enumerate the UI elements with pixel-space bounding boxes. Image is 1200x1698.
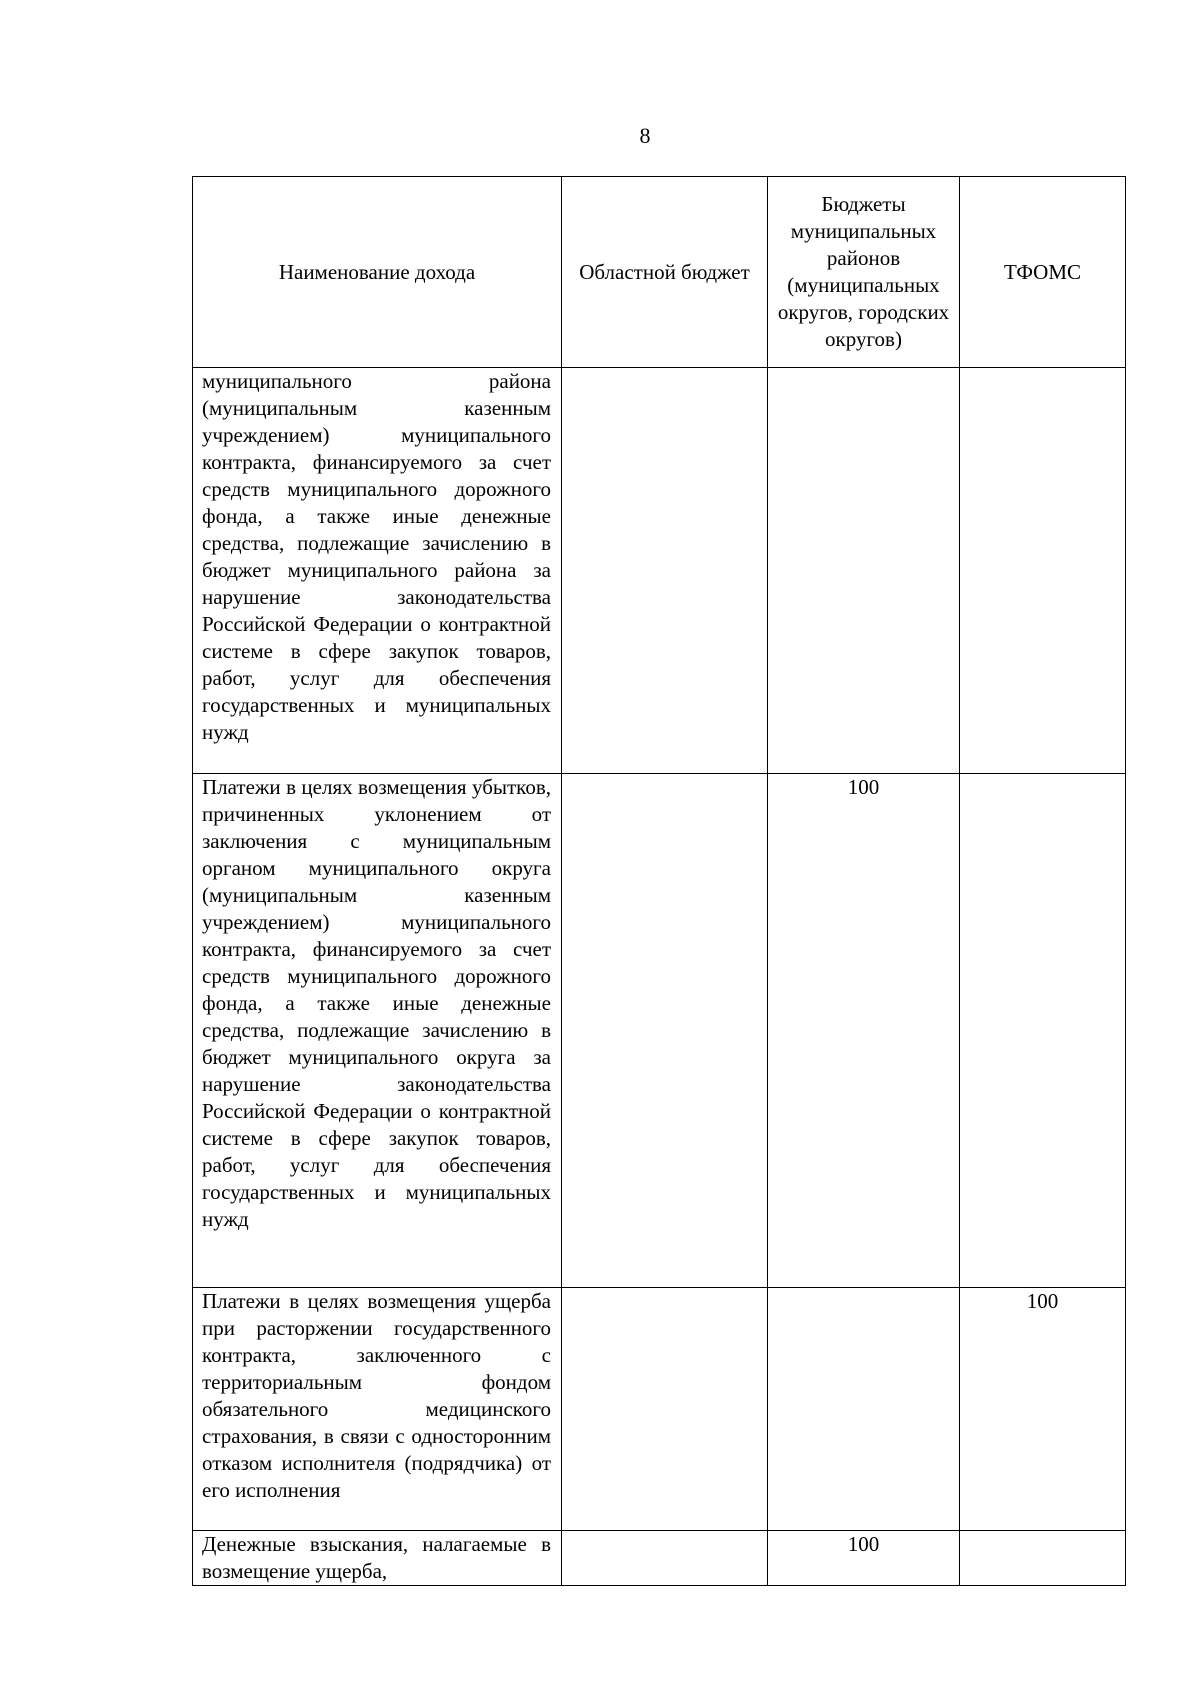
- header-regional-budget: Областной бюджет: [562, 177, 768, 368]
- income-distribution-table: [192, 176, 1126, 1586]
- table-row: [193, 1288, 1126, 1531]
- tfoms-cell: [960, 774, 1126, 1288]
- income-name-cell: Платежи в целях возмещения убытков, причиненных уклонением от заключения с муниципальным органом муниципального округа (муниципальным казенным учреждением) муниципального контракта, финансируемого за счет средств муниципального дорожного фонда, а также иные денежные средства, подлежащие зачислению в бюджет муниципального округа за нарушение законодательства Российской Федерации о контрактной системе в сфере закупок товаров, работ, услуг для обеспечения государственных и муниципальных нужд: [193, 774, 562, 1288]
- table-row: [193, 774, 1126, 1288]
- header-income-name: Наименование дохода: [193, 177, 562, 368]
- municipal-budget-cell: 100: [768, 774, 960, 1288]
- regional-budget-cell: [562, 1288, 768, 1531]
- header-tfoms: ТФОМС: [960, 177, 1126, 368]
- header-municipal-budgets: Бюджеты муниципальных районов (муниципальных округов, городских округов): [768, 177, 960, 368]
- table-row: [193, 368, 1126, 774]
- table-row: [193, 1531, 1126, 1586]
- municipal-budget-cell: 100: [768, 1531, 960, 1586]
- tfoms-cell: [960, 368, 1126, 774]
- municipal-budget-cell: [768, 1288, 960, 1531]
- table-header-row: [193, 177, 1126, 368]
- regional-budget-cell: [562, 774, 768, 1288]
- municipal-budget-cell: [768, 368, 960, 774]
- regional-budget-cell: [562, 368, 768, 774]
- page-number: 8: [639, 123, 651, 148]
- tfoms-cell: [960, 1531, 1126, 1586]
- tfoms-cell: 100: [960, 1288, 1126, 1531]
- income-name-cell: муниципального района (муниципальным казенным учреждением) муниципального контракта, финансируемого за счет средств муниципального дорожного фонда, а также иные денежные средства, подлежащие зачислению в бюджет муниципального района за нарушение законодательства Российской Федерации о контрактной системе в сфере закупок товаров, работ, услуг для обеспечения государственных и муниципальных нужд: [193, 368, 562, 774]
- income-name-cell: Денежные взыскания, налагаемые в возмещение ущерба,: [193, 1531, 562, 1586]
- regional-budget-cell: [562, 1531, 768, 1586]
- income-name-cell: Платежи в целях возмещения ущерба при расторжении государственного контракта, заключенного с территориальным фондом обязательного медицинского страхования, в связи с односторонним отказом исполнителя (подрядчика) от его исполнения: [193, 1288, 562, 1531]
